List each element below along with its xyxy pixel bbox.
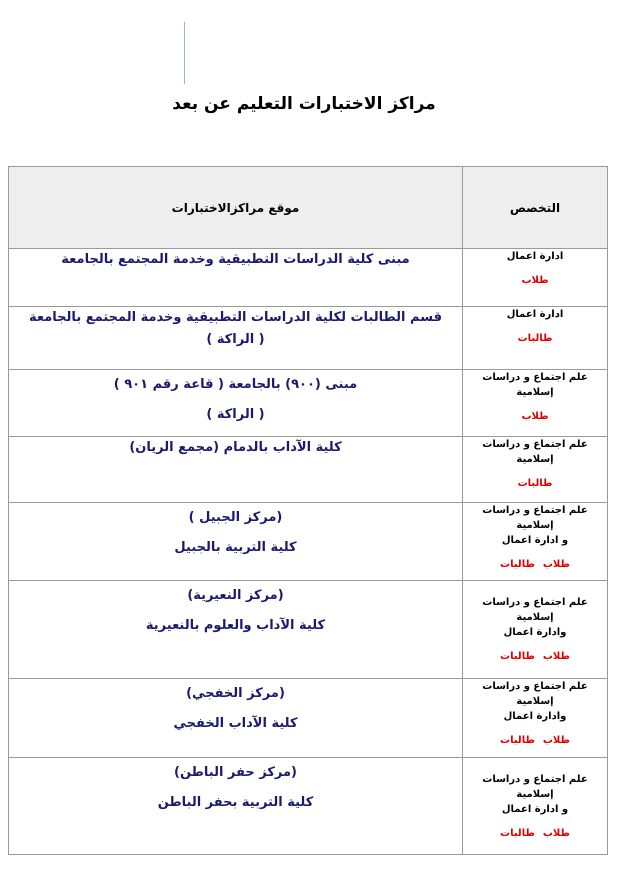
specialization-text: علم اجتماع و دراسات إسلامية [482, 439, 588, 465]
gender-labels [463, 733, 607, 748]
exam-centers-table [8, 166, 608, 855]
gender-labels [463, 649, 607, 664]
specialization-text: علم اجتماع و دراسات إسلامية [482, 774, 588, 800]
location-text: كلية الآداب بالدمام (مجمع الريان) [129, 440, 342, 455]
specialization-cell [463, 307, 608, 370]
gender-labels [463, 826, 607, 841]
table-row [9, 679, 608, 758]
page-title: مراكز الاختبارات التعليم عن بعد [172, 94, 436, 114]
specialization-text: و ادارة اعمال [501, 535, 569, 546]
specialization-cell [463, 581, 608, 679]
gender-label: طالبات [500, 828, 535, 839]
gender-label: طالبات [500, 559, 535, 570]
gender-label: طالبات [500, 735, 535, 746]
table-row [9, 370, 608, 437]
header-location: موقع مراكزالاختبارات [9, 167, 463, 249]
table-row [9, 437, 608, 503]
specialization-text: علم اجتماع و دراسات إسلامية [482, 681, 588, 707]
text-cursor-line [184, 22, 185, 84]
location-cell [9, 503, 463, 581]
location-text: كلية التربية بالجبيل [174, 540, 297, 555]
gender-label: طلاب [521, 275, 549, 286]
specialization-text: و ادارة اعمال [501, 804, 569, 815]
location-text: (مركز الجبيل ) [188, 510, 283, 525]
table-row [9, 581, 608, 679]
table-row [9, 249, 608, 307]
location-text: كلية الآداب والعلوم بالنعيرية [145, 618, 326, 633]
table-row [9, 758, 608, 855]
location-text: ( الراكة ) [206, 407, 265, 422]
location-text: مبنى كلية الدراسات التطبيقية وخدمة المجتمع بالجامعة [61, 252, 410, 267]
specialization-cell [463, 503, 608, 581]
specialization-cell [463, 758, 608, 855]
gender-label: طلاب [521, 411, 549, 422]
gender-label: طلاب [542, 651, 570, 662]
header-specialization: التخصص [463, 167, 608, 249]
gender-label: طالبات [500, 651, 535, 662]
specialization-text: وادارة اعمال [503, 711, 567, 722]
location-cell [9, 249, 463, 307]
gender-label: طلاب [542, 559, 570, 570]
location-text: كلية التربية بحفر الباطن [157, 795, 314, 810]
location-text: (مركز حفر الباطن) [174, 765, 297, 780]
location-text: (مركز النعيرية) [187, 588, 284, 603]
specialization-cell [463, 437, 608, 503]
location-cell [9, 437, 463, 503]
gender-label: طلاب [542, 828, 570, 839]
specialization-cell [463, 249, 608, 307]
location-cell [9, 758, 463, 855]
location-cell [9, 581, 463, 679]
gender-labels [463, 557, 607, 572]
location-text: مبنى (٩٠٠) بالجامعة ( قاعة رقم ٩٠١ ) [113, 377, 358, 392]
specialization-text: وادارة اعمال [503, 627, 567, 638]
table-row [9, 307, 608, 370]
table-row [9, 503, 608, 581]
location-text: كلية الآداب الخفجي [173, 716, 298, 731]
gender-label: طالبات [517, 478, 553, 489]
specialization-text: علم اجتماع و دراسات إسلامية [482, 372, 588, 398]
specialization-cell [463, 679, 608, 758]
location-text: قسم الطالبات لكلية الدراسات التطبيقية وخدمة المجتمع بالجامعة [29, 310, 442, 325]
location-text: (مركز الخفجي) [186, 686, 285, 701]
specialization-text: علم اجتماع و دراسات إسلامية [482, 505, 588, 531]
location-cell [9, 307, 463, 370]
specialization-cell [463, 370, 608, 437]
gender-label: طالبات [517, 333, 553, 344]
location-cell [9, 370, 463, 437]
location-text: ( الراكة ) [206, 332, 265, 347]
gender-label: طلاب [542, 735, 570, 746]
specialization-text: ادارة اعمال [506, 251, 564, 262]
specialization-text: ادارة اعمال [506, 309, 564, 320]
specialization-text: علم اجتماع و دراسات إسلامية [482, 597, 588, 623]
location-cell [9, 679, 463, 758]
table-header-row [9, 167, 608, 249]
